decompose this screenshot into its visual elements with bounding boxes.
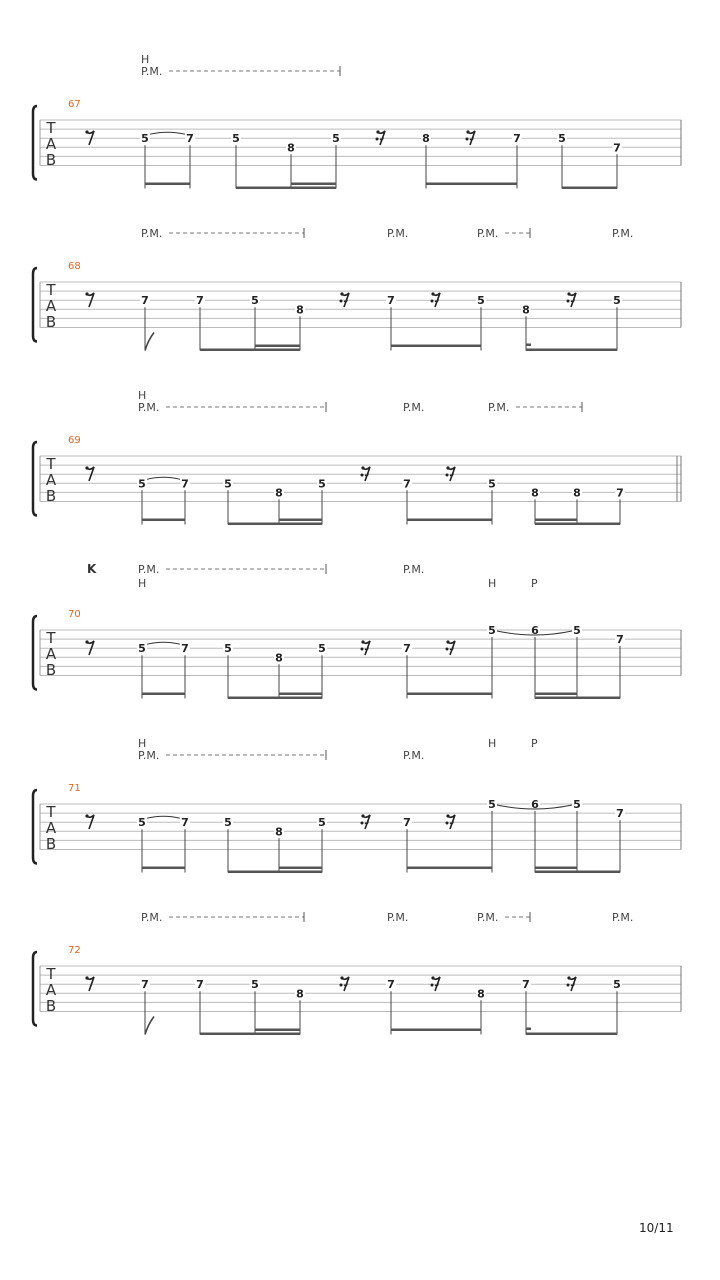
system-bracket — [33, 442, 37, 516]
rest-dot — [446, 648, 449, 651]
fret-number: 8 — [287, 141, 295, 155]
pull-off-label: P — [531, 577, 538, 590]
tab-clef-letter: A — [45, 471, 57, 489]
rest-dot — [376, 138, 379, 141]
fret-number: 7 — [186, 132, 194, 146]
fret-number: 5 — [251, 978, 259, 992]
fret-number: 6 — [531, 624, 539, 637]
measure-number: 71 — [68, 783, 81, 794]
tab-clef-letter: A — [45, 645, 57, 663]
note-beam — [526, 349, 617, 352]
rest-dot — [446, 814, 449, 817]
note-beam — [228, 697, 322, 700]
measure-number: 70 — [68, 609, 81, 620]
note-beam — [236, 187, 336, 190]
rest-dot — [466, 138, 469, 141]
palm-mute-label: P.M. — [138, 749, 160, 762]
palm-mute-label: P.M. — [141, 65, 163, 78]
fret-number: 5 — [138, 816, 146, 830]
note-beam — [562, 187, 617, 190]
note-flag — [145, 333, 154, 351]
rest-dot — [446, 822, 449, 825]
rest-dot — [340, 984, 343, 987]
palm-mute-label: P.M. — [141, 911, 163, 924]
tie-arc — [147, 642, 180, 644]
palm-mute-label: P.M. — [477, 227, 499, 240]
fret-number: 8 — [477, 987, 485, 1001]
note-beam — [279, 693, 322, 696]
fret-number: 7 — [616, 486, 624, 500]
fret-number: 5 — [573, 624, 581, 637]
system-bracket — [33, 952, 37, 1026]
note-beam — [200, 349, 300, 352]
note-beam — [526, 1033, 617, 1036]
hammer-on-label: H — [138, 389, 147, 402]
fret-number: 5 — [613, 294, 621, 308]
rest-dot — [85, 466, 88, 469]
rest-dot — [446, 474, 449, 477]
note-beam — [407, 693, 492, 696]
fret-number: 5 — [573, 798, 581, 811]
note-beam — [291, 183, 336, 186]
note-beam — [255, 345, 300, 348]
fret-number: 8 — [275, 651, 283, 665]
tab-clef-letter: T — [46, 965, 56, 983]
note-beam — [535, 519, 577, 522]
palm-mute-label: P.M. — [138, 401, 160, 414]
tie-arc — [147, 477, 180, 479]
fret-number: 8 — [275, 486, 283, 500]
tab-clef-letter: A — [45, 819, 57, 837]
hammer-on-label: H — [488, 577, 497, 590]
note-beam — [255, 1029, 300, 1032]
note-beam — [426, 183, 517, 186]
rest-dot — [567, 292, 570, 295]
rest-dot — [340, 300, 343, 303]
fret-number: 5 — [141, 132, 149, 146]
fret-number: 7 — [403, 477, 411, 491]
note-beam — [279, 867, 322, 870]
fret-number: 8 — [275, 825, 283, 839]
rest-dot — [85, 814, 88, 817]
fret-number: 5 — [318, 642, 326, 656]
rest-dot — [85, 292, 88, 295]
fret-number: 8 — [296, 987, 304, 1001]
fret-number: 5 — [251, 294, 259, 308]
palm-mute-label: P.M. — [612, 911, 634, 924]
tab-clef-letter: B — [45, 313, 57, 331]
note-beam — [142, 519, 185, 522]
palm-mute-label: P.M. — [387, 911, 409, 924]
fret-number: 7 — [141, 294, 149, 308]
fret-number: 7 — [181, 642, 189, 656]
palm-mute-label: P.M. — [477, 911, 499, 924]
fret-number: 7 — [613, 141, 621, 155]
rest-dot — [431, 976, 434, 979]
tie-arc — [147, 816, 180, 818]
note-beam — [535, 697, 620, 700]
rest-dot — [431, 984, 434, 987]
rest-dot — [340, 292, 343, 295]
fret-number: 6 — [531, 798, 539, 811]
fret-number: 7 — [513, 132, 521, 146]
fret-number: 8 — [522, 303, 530, 317]
fret-number: 7 — [522, 978, 530, 992]
note-beam — [391, 1029, 481, 1032]
fret-number: 7 — [616, 633, 624, 647]
rest-dot — [431, 292, 434, 295]
rest-dot — [361, 640, 364, 643]
rest-dot — [85, 130, 88, 133]
measure-number: 72 — [68, 945, 81, 956]
hammer-on-label: H — [488, 737, 497, 750]
note-beam — [228, 871, 322, 874]
note-beam — [535, 867, 577, 870]
rest-dot — [376, 130, 379, 133]
note-fraction-beam — [526, 344, 531, 347]
palm-mute-label: P.M. — [138, 563, 160, 576]
note-beam — [145, 183, 190, 186]
system-bracket — [33, 106, 37, 180]
tab-clef-letter: T — [46, 803, 56, 821]
measure-number: 69 — [68, 435, 81, 446]
fret-number: 5 — [318, 477, 326, 491]
tab-clef-letter: T — [46, 629, 56, 647]
fret-number: 5 — [232, 132, 240, 146]
note-beam — [142, 693, 185, 696]
fret-number: 5 — [477, 294, 485, 308]
fret-number: 7 — [196, 978, 204, 992]
rest-dot — [567, 300, 570, 303]
fret-number: 7 — [181, 816, 189, 830]
tab-clef-letter: A — [45, 135, 57, 153]
note-beam — [535, 871, 620, 874]
rest-dot — [361, 814, 364, 817]
fret-number: 5 — [138, 642, 146, 656]
section-marker: K — [87, 562, 97, 576]
tab-clef-letter: B — [45, 487, 57, 505]
measure-number: 68 — [68, 261, 81, 272]
note-beam — [391, 345, 481, 348]
fret-number: 5 — [224, 477, 232, 491]
rest-dot — [567, 984, 570, 987]
fret-number: 5 — [558, 132, 566, 146]
fret-number: 8 — [531, 486, 539, 500]
tab-clef-letter: B — [45, 835, 57, 853]
palm-mute-label: P.M. — [403, 563, 425, 576]
fret-number: 5 — [318, 816, 326, 830]
pull-off-label: P — [531, 737, 538, 750]
tie-arc — [150, 132, 185, 134]
rest-dot — [361, 648, 364, 651]
fret-number: 5 — [332, 132, 340, 146]
fret-number: 7 — [616, 807, 624, 821]
fret-number: 8 — [296, 303, 304, 317]
fret-number: 7 — [181, 477, 189, 491]
rest-dot — [361, 822, 364, 825]
fret-number: 7 — [141, 978, 149, 992]
system-bracket — [33, 790, 37, 864]
fret-number: 5 — [488, 624, 496, 637]
palm-mute-label: P.M. — [387, 227, 409, 240]
fret-number: 5 — [224, 816, 232, 830]
palm-mute-label: P.M. — [141, 227, 163, 240]
tab-clef-letter: B — [45, 661, 57, 679]
rest-dot — [340, 976, 343, 979]
tab-clef-letter: A — [45, 981, 57, 999]
tab-clef-letter: T — [46, 455, 56, 473]
tab-clef-letter: B — [45, 151, 57, 169]
hammer-on-label: H — [138, 737, 147, 750]
rest-dot — [466, 130, 469, 133]
hammer-on-label: H — [141, 53, 150, 66]
note-fraction-beam — [526, 1028, 531, 1031]
tab-clef-letter: T — [46, 119, 56, 137]
system-bracket — [33, 616, 37, 690]
fret-number: 7 — [403, 642, 411, 656]
palm-mute-label: P.M. — [488, 401, 510, 414]
note-flag — [145, 1017, 154, 1035]
fret-number: 5 — [488, 798, 496, 811]
measure-number: 67 — [68, 99, 81, 110]
rest-dot — [431, 300, 434, 303]
fret-number: 8 — [422, 132, 430, 146]
palm-mute-label: P.M. — [403, 749, 425, 762]
fret-number: 7 — [387, 978, 395, 992]
page-number: 10/11 — [639, 1221, 674, 1235]
fret-number: 7 — [403, 816, 411, 830]
note-beam — [407, 519, 492, 522]
rest-dot — [567, 976, 570, 979]
fret-number: 5 — [224, 642, 232, 656]
rest-dot — [361, 466, 364, 469]
note-beam — [228, 523, 322, 526]
note-beam — [279, 519, 322, 522]
rest-dot — [361, 474, 364, 477]
tab-clef-letter: T — [46, 281, 56, 299]
note-beam — [407, 867, 492, 870]
fret-number: 5 — [613, 978, 621, 992]
rest-dot — [446, 640, 449, 643]
rest-dot — [446, 466, 449, 469]
fret-number: 7 — [196, 294, 204, 308]
fret-number: 8 — [573, 486, 581, 500]
fret-number: 5 — [488, 477, 496, 491]
tab-clef-letter: A — [45, 297, 57, 315]
tab-clef-letter: B — [45, 997, 57, 1015]
system-bracket — [33, 268, 37, 342]
rest-dot — [85, 976, 88, 979]
note-beam — [142, 867, 185, 870]
palm-mute-label: P.M. — [612, 227, 634, 240]
rest-dot — [85, 640, 88, 643]
note-beam — [200, 1033, 300, 1036]
fret-number: 7 — [387, 294, 395, 308]
hammer-on-label: H — [138, 577, 147, 590]
note-beam — [535, 523, 620, 526]
fret-number: 5 — [138, 477, 146, 491]
palm-mute-label: P.M. — [403, 401, 425, 414]
note-beam — [535, 693, 577, 696]
